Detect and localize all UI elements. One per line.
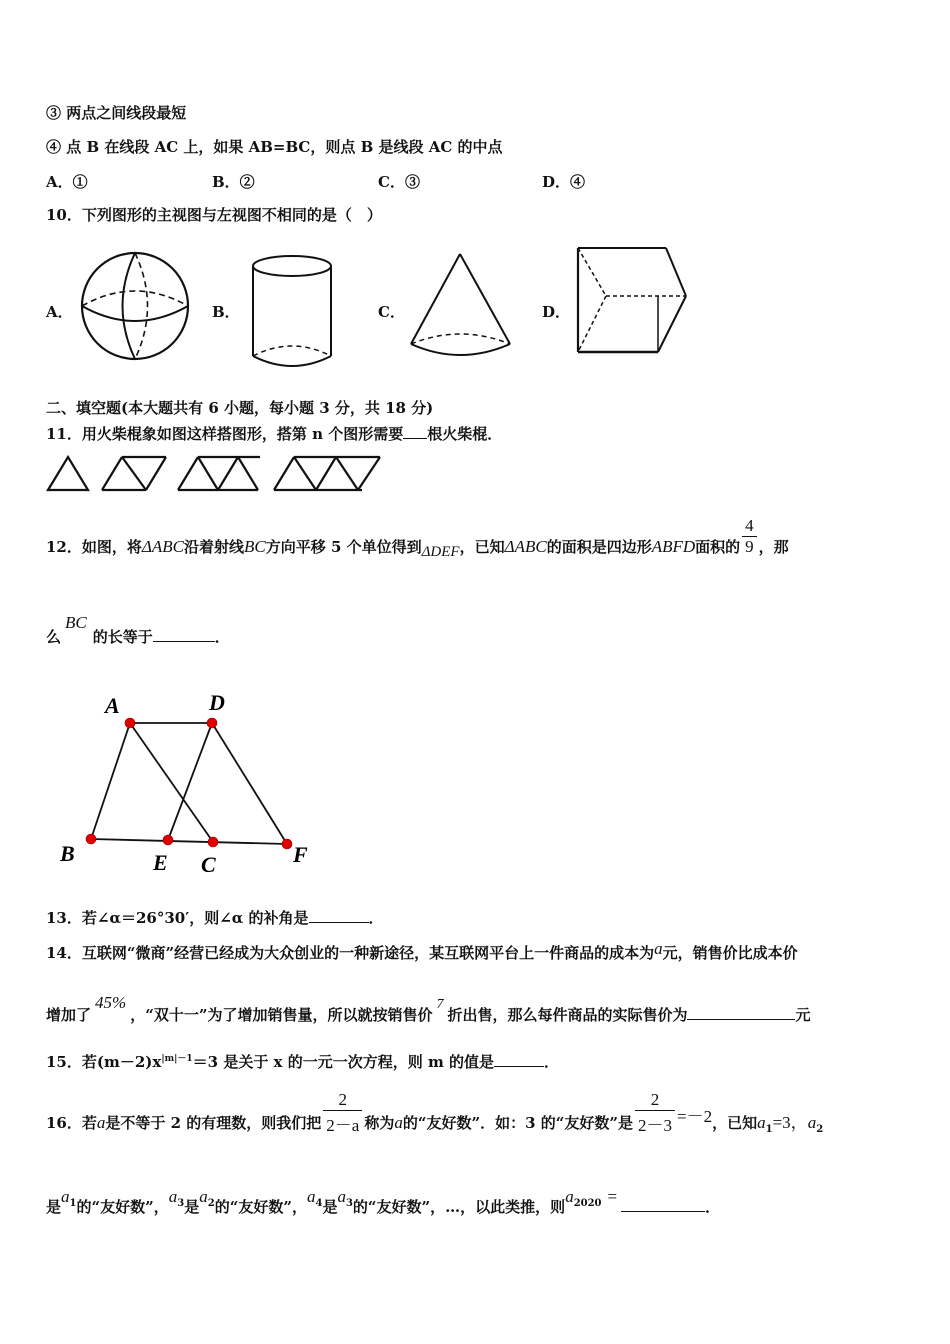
q10-stem: 10．下列图形的主视图与左视图不相同的是（ ）: [46, 206, 382, 224]
q16-l2-a2-sub: 2: [207, 1198, 215, 1209]
q12-line2-a: 么: [46, 628, 62, 646]
q14-line1: [46, 939, 798, 963]
q16-ex-num: 2: [650, 1090, 660, 1109]
q12-abc: ΔABC: [141, 537, 184, 556]
q12-def: ΔDEF: [421, 544, 460, 560]
q9-option-a: A．①: [46, 173, 88, 191]
q16-text-2: 是不等于 2 的有理数，则我们把: [105, 1114, 322, 1132]
q12-text-3: 方向平移 5 个单位得到: [265, 538, 422, 556]
prism-figure: [576, 246, 692, 358]
label-b: B: [60, 841, 75, 866]
q16-l2-text-6: 的“友好数”，…，以此类推，则: [352, 1198, 566, 1216]
q14-text-2: 元，销售价比成本价: [662, 944, 798, 962]
q16-l2-a2020: [565, 1187, 618, 1209]
q16-l2-a3b: [337, 1187, 353, 1209]
q16-text-1: 16．若: [46, 1114, 97, 1132]
point-c: [208, 837, 218, 847]
q9-item4: ④ 点 B 在线段 AC 上，如果 AB=BC，则点 B 是线段 AC 的中点: [46, 138, 503, 156]
q16-fraction-def: [323, 1090, 362, 1136]
q16-l2-a1-letter: a: [61, 1187, 70, 1206]
q12-line1: [46, 515, 789, 560]
q12-text-7: ，那: [758, 538, 789, 556]
q15-text-2: ＝3 是关于 x 的一元一次方程，则 m 的值是: [192, 1053, 495, 1071]
q16-l2-a2-letter: a: [199, 1187, 208, 1206]
q16-l2-a2020-sub: 2020: [573, 1198, 602, 1209]
q12-text-4: ，已知: [459, 538, 505, 556]
q10-label-c: C．: [378, 303, 405, 321]
point-a: [125, 718, 135, 728]
q16-blank: [621, 1197, 705, 1212]
point-d: [207, 718, 217, 728]
q16-l2-text-2: 的“友好数”，: [76, 1198, 169, 1216]
q16-l2-a3-letter: a: [168, 1187, 178, 1206]
q12-line2: [46, 613, 230, 647]
matchstick-figure-1: [48, 457, 88, 490]
q16-l2-a4: [306, 1187, 323, 1209]
q15-blank: [494, 1052, 544, 1067]
q16-l2-text-4: 的“友好数”，: [214, 1198, 307, 1216]
q12-line2-b: 的长等于: [92, 628, 153, 646]
label-d: D: [209, 690, 225, 715]
q14-line2: [46, 993, 811, 1025]
q14-seven: 7: [436, 997, 444, 1012]
q16-l2-a2020-letter: a: [565, 1187, 574, 1206]
point-f: [282, 839, 292, 849]
q12-fraction: [742, 516, 757, 557]
matchstick-figure-2: [102, 457, 166, 490]
q12-frac-num: 4: [745, 515, 754, 535]
q12-line2-c: ．: [214, 628, 230, 646]
q11-blank: [403, 424, 427, 439]
q16-l2-a1: [61, 1187, 77, 1209]
q11-stem-a: 11．用火柴棍象如图这样搭图形，搭第 n 个图形需要: [46, 425, 404, 443]
point-b: [86, 834, 96, 844]
q16-a: a: [96, 1113, 106, 1132]
label-f: F: [293, 842, 308, 867]
q14-text-5: 折出售，那么每件商品的实际售价为: [447, 1006, 688, 1024]
q16-eq: =－2: [677, 1107, 713, 1126]
matchstick-figure-3: [178, 457, 260, 490]
q16-frac-num: 2: [338, 1090, 348, 1109]
q16-a-2: a: [394, 1113, 403, 1132]
q16-text-4: 的“友好数”．如：3 的“友好数”是: [402, 1114, 634, 1132]
matchstick-figure-4: [274, 457, 380, 490]
q12-text-2: 沿着射线: [183, 538, 244, 556]
q12-figure: [55, 688, 335, 888]
sphere-figure: [80, 248, 190, 364]
q16-l2-text-5: 是: [322, 1198, 338, 1216]
q13-end: ．: [368, 909, 384, 927]
q15-stem: [46, 1051, 559, 1072]
q16-a2: a: [807, 1113, 817, 1132]
q15-exponent: |m|－1: [161, 1054, 193, 1064]
q16-l2-a3: [168, 1187, 185, 1209]
q16-line1: [46, 1090, 824, 1136]
q16-l2-a2: [199, 1187, 215, 1209]
q14-percent: 45%: [95, 993, 127, 1012]
q15-end: ．: [544, 1053, 560, 1071]
matchstick-figures: [46, 455, 386, 495]
q16-l2-eq: =: [607, 1187, 618, 1206]
label-c: C: [201, 852, 216, 877]
q15-text-1: 15．若(m－2)x: [46, 1053, 162, 1071]
q16-l2-a3-sub: 3: [177, 1198, 185, 1209]
q10-label-a: A．: [46, 303, 73, 321]
q12-text-1: 12．如图，将: [46, 538, 142, 556]
q16-eq3: =3，: [772, 1113, 808, 1132]
q13-blank: [309, 908, 369, 923]
q16-l2-text-3: 是: [184, 1198, 200, 1216]
q16-l2-a4-sub: 4: [315, 1198, 323, 1209]
q11-stem: [46, 423, 502, 444]
q9-option-c: C．③: [378, 173, 420, 191]
q14-text-1: 14．互联网“微商”经营已经成为大众创业的一种新途径，某互联网平台上一件商品的成本为: [46, 944, 655, 962]
q16-text-3: 称为: [364, 1114, 395, 1132]
q16-l2-a1-sub: 1: [69, 1198, 77, 1209]
q16-a1: a: [757, 1113, 766, 1132]
q14-text-4: ，“双十一”为了增加销售量，所以就按销售价: [130, 1006, 433, 1024]
q16-l2-a4-letter: a: [306, 1187, 316, 1206]
q16-line2: [46, 1187, 721, 1219]
q16-ex-den: 2－3: [635, 1110, 675, 1136]
cylinder-figure: [250, 254, 334, 370]
q9-option-d: D．④: [542, 173, 586, 191]
q14-text-3: 增加了: [46, 1006, 92, 1024]
q10-label-b: B．: [212, 303, 240, 321]
q10-label-d: D．: [542, 303, 571, 321]
q16-fraction-example: [635, 1090, 675, 1136]
q16-end: ．: [705, 1198, 721, 1216]
q16-a2-sub: 2: [816, 1124, 824, 1135]
q13-text: 13．若∠α＝26°30′，则∠α 的补角是: [46, 909, 309, 927]
label-a: A: [105, 693, 120, 718]
q12-text-5: 的面积是四边形: [546, 538, 652, 556]
q14-a: a: [654, 939, 663, 958]
q16-l2-a3b-letter: a: [337, 1187, 346, 1206]
q16-l2-text-1: 是: [46, 1198, 62, 1216]
q12-bc-2: BC: [65, 613, 87, 632]
q12-blank: [153, 627, 215, 642]
q12-frac-den: 9: [742, 536, 757, 557]
q14-blank: [687, 1005, 795, 1020]
q16-text-5: ，已知: [712, 1114, 758, 1132]
q11-stem-b: 根火柴棍．: [427, 425, 503, 443]
q13-stem: [46, 907, 384, 928]
q16-frac-den: 2－a: [323, 1110, 362, 1136]
cone-figure: [408, 252, 514, 362]
q12-bc: BC: [243, 537, 266, 556]
q9-option-b: B．②: [212, 173, 255, 191]
q12-text-6: 面积的: [695, 538, 741, 556]
q12-abc-2: ΔABC: [504, 537, 547, 556]
q16-l2-a3b-sub: 3: [345, 1198, 353, 1209]
q16-a1-sub: 1: [765, 1124, 773, 1135]
section2-heading: 二、填空题(本大题共有 6 小题，每小题 3 分，共 18 分): [46, 399, 434, 417]
point-e: [163, 835, 173, 845]
q14-text-6: 元: [795, 1006, 811, 1024]
q12-abfd: ABFD: [651, 537, 696, 556]
label-e: E: [153, 850, 168, 875]
q9-item3: ③ 两点之间线段最短: [46, 104, 187, 122]
